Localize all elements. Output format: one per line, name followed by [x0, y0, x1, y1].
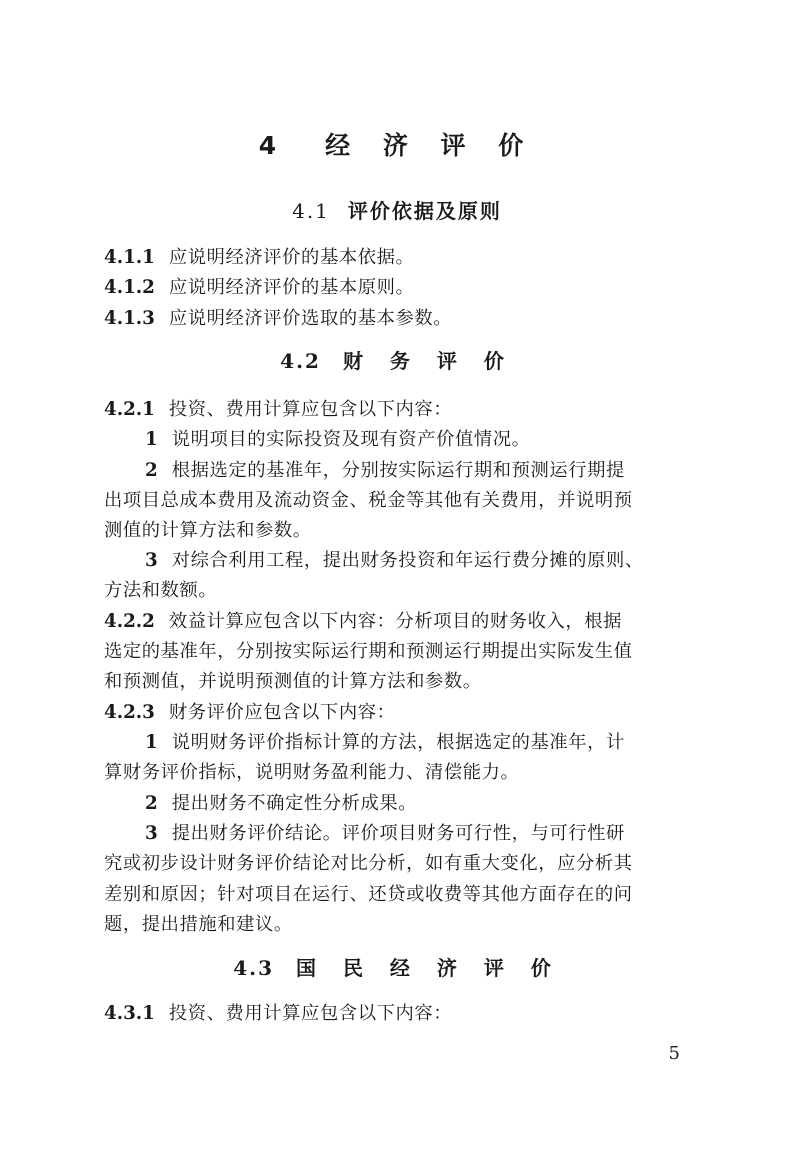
clause-4-2-2: [104, 608, 704, 636]
clause-4-3-1: [104, 1000, 704, 1028]
item-4-2-1-2: [145, 457, 745, 485]
text-line: 测值的计算方法和参数。: [104, 520, 312, 541]
chapter-title: 4 经 济 评 价: [258, 131, 536, 160]
section-number: 4.2: [280, 349, 321, 373]
clause-text: 财务评价应包含以下内容：: [168, 702, 396, 723]
section-4-1-heading: [0, 196, 794, 226]
page-number: 5: [668, 1043, 680, 1064]
text-line: 出项目总成本费用及流动资金、税金等其他有关费用，并说明预: [104, 490, 633, 511]
item-text: 提出财务不确定性分析成果。: [171, 793, 418, 814]
item-text: 说明财务评价指标计算的方法，根据选定的基准年，计: [171, 732, 625, 753]
item-number: 1: [145, 732, 158, 753]
clause-number: 4.2.2: [104, 611, 155, 632]
section-number: 4.1: [292, 199, 330, 223]
clause-4-2-3: [104, 699, 704, 727]
clause-number: 4.2.3: [104, 702, 155, 723]
item-number: 3: [145, 550, 158, 571]
clause-number: 4.3.1: [104, 1003, 155, 1024]
text-line: 和预测值，并说明预测值的计算方法和参数。: [104, 671, 482, 692]
text-line: 算财务评价指标，说明财务盈利能力、清偿能力。: [104, 762, 520, 783]
clause-text: 应说明经济评价的基本原则。: [168, 277, 415, 298]
item-text: 提出财务评价结论。评价项目财务可行性，与可行性研: [171, 823, 625, 844]
text-line: 题，提出措施和建议。: [104, 914, 293, 935]
section-4-2-heading: [0, 346, 794, 376]
clause-4-1-2: [104, 274, 704, 302]
clause-text: 应说明经济评价的基本依据。: [168, 247, 415, 268]
clause-number: 4.1.3: [104, 308, 155, 329]
text-line: 究或初步设计财务评价结论对比分析，如有重大变化，应分析其: [104, 853, 633, 874]
text-line: 方法和数额。: [104, 580, 218, 601]
item-4-2-1-1: [145, 426, 745, 454]
clause-number: 4.1.1: [104, 247, 155, 268]
item-number: 2: [145, 460, 158, 481]
clause-4-2-1: [104, 396, 704, 424]
item-number: 3: [145, 823, 158, 844]
section-title: 财 务 评 价: [342, 349, 514, 373]
item-4-2-3-2: [145, 790, 745, 818]
clause-text: 投资、费用计算应包含以下内容：: [168, 399, 453, 420]
item-text: 说明项目的实际投资及现有资产价值情况。: [171, 429, 531, 450]
item-4-2-3-1: [145, 729, 745, 757]
clause-text: 投资、费用计算应包含以下内容：: [168, 1003, 453, 1024]
item-number: 2: [145, 793, 158, 814]
item-number: 1: [145, 429, 158, 450]
clause-4-1-1: [104, 244, 704, 272]
section-title: 评价依据及原则: [347, 199, 502, 223]
clause-4-1-3: [104, 305, 704, 333]
text-line: 差别和原因；针对项目在运行、还贷或收费等其他方面存在的问: [104, 884, 633, 905]
clause-number: 4.1.2: [104, 277, 155, 298]
item-text: 根据选定的基准年，分别按实际运行期和预测运行期提: [171, 460, 625, 481]
clause-number: 4.2.1: [104, 399, 155, 420]
clause-text: 效益计算应包含以下内容：分析项目的财务收入，根据: [168, 611, 623, 632]
item-text: 对综合利用工程，提出财务投资和年运行费分摊的原则、: [171, 550, 644, 571]
section-4-3-heading: [0, 953, 794, 983]
section-number: 4.3: [233, 956, 274, 980]
clause-text: 应说明经济评价选取的基本参数。: [168, 308, 453, 329]
section-title: 国 民 经 济 评 价: [295, 956, 561, 980]
item-4-2-1-3: [145, 547, 745, 575]
item-4-2-3-3: [145, 820, 745, 848]
text-line: 选定的基准年，分别按实际运行期和预测运行期提出实际发生值: [104, 641, 633, 662]
